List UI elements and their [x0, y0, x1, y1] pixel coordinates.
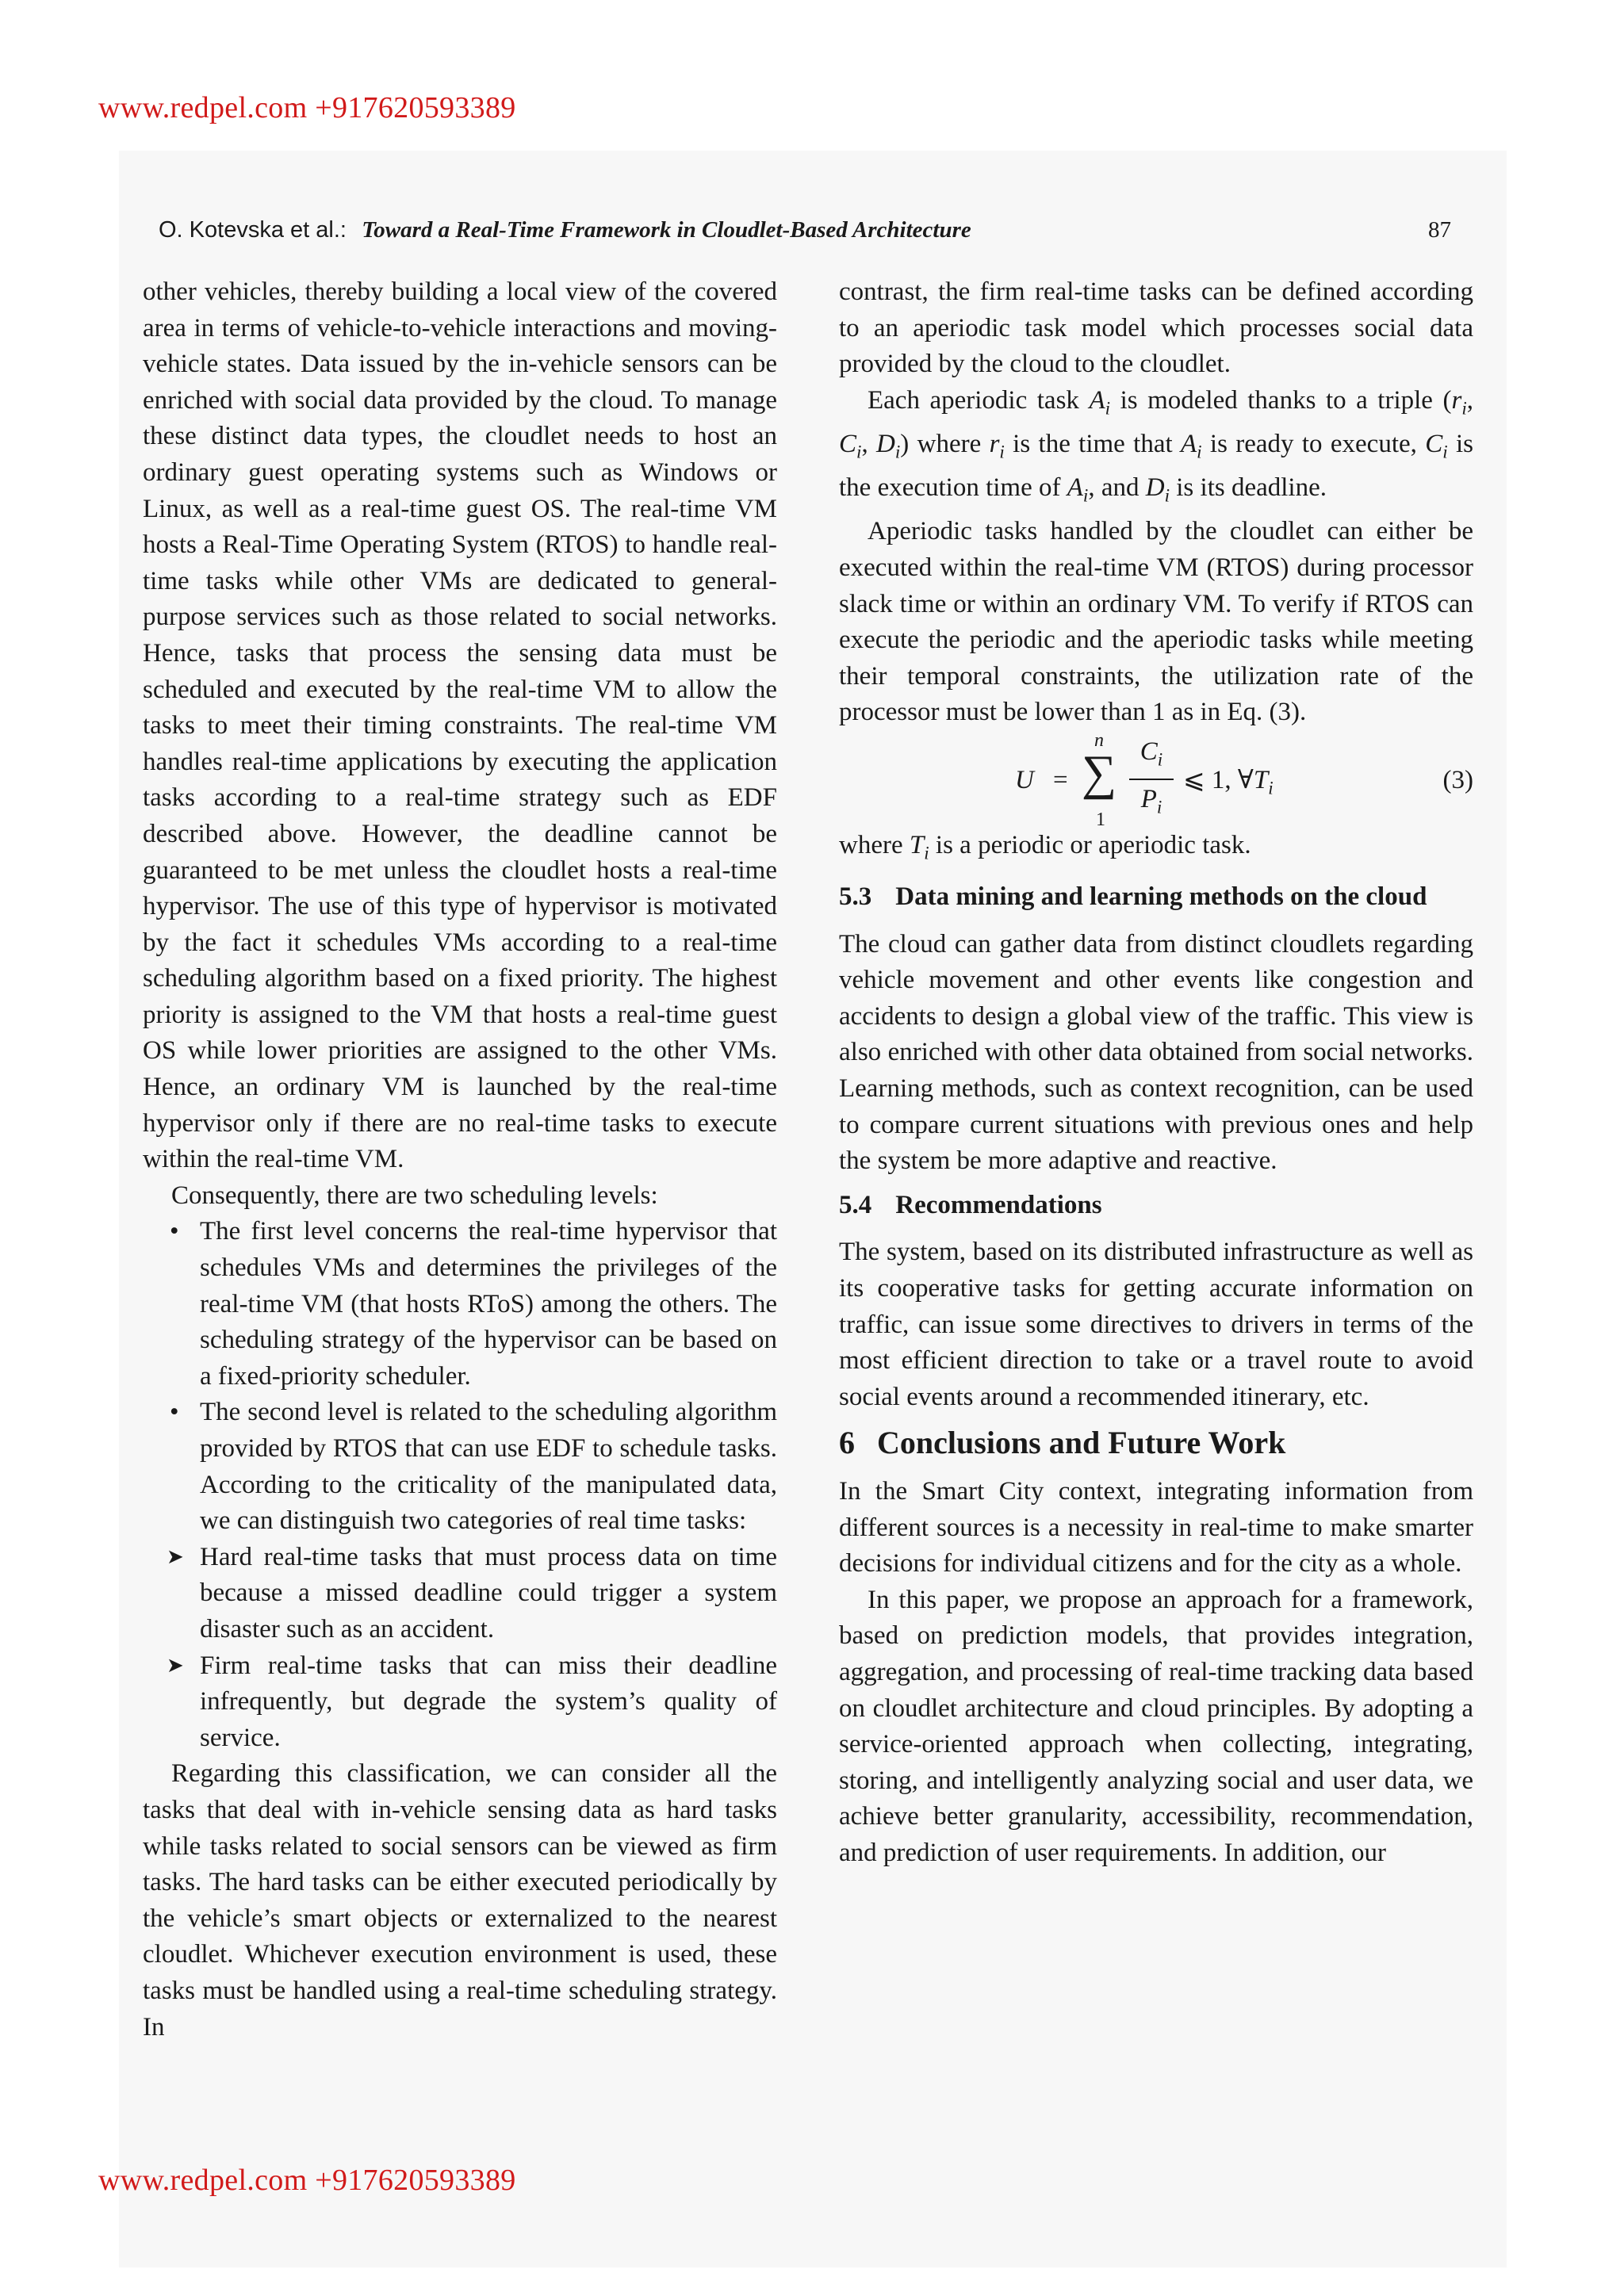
paragraph-aperiodic-task: Each aperiodic task $A_i$ is modeled thanks to a triple ($r_i$, $C_i$, $D_i$) where $r_i$ is the time that $A_i$ is ready to execute, $C_i$ is the execution time of $A_i$, and $D_i$ is its deadline.	[839, 385, 1474, 506]
watermark-bottom[interactable]: www.redpel.com +917620593389	[98, 2164, 516, 2197]
paragraph: In this paper, we propose an approach for a framework, based on prediction models, that provides integration, aggregation, and processing of real-time tracking data based on cloudlet architecture and cloud principles. By adopting a service-oriented approach when collecting, integrating, storing, and intelligently analyzing social and user data, we achieve better granularity, accessibility, recommendation, and prediction of user requirements. In addition, our	[839, 1585, 1473, 1867]
fraction	[1129, 734, 1174, 824]
header-authors: O. Kotevska et al.:	[159, 217, 347, 243]
sum-lower-limit: 1	[1096, 809, 1105, 830]
sum-upper-limit: n	[1094, 729, 1104, 751]
list-item-text: Hard real-time tasks that must process data on time because a missed deadline could trigger a system disaster such as an accident.	[200, 1542, 777, 1644]
paragraph: The system, based on its distributed infrastructure as well as its cooperative tasks for getting accurate information on traffic, can issue some directives to drivers in terms of the most efficient direction to take or a travel route to avoid social events around a recommended itinerary, etc.	[839, 1238, 1473, 1411]
subsection-heading-5-3: 5.3 Data mining and learning methods on the cloud	[839, 882, 1427, 912]
running-header	[159, 217, 1451, 249]
equation-3	[839, 729, 1473, 830]
paragraph: contrast, the firm real-time tasks can be defined according to an aperiodic task model which processes social data provided by the cloud to the cloudlet.	[839, 277, 1473, 379]
paragraph: In the Smart City context, integrating information from different sources is a necessity in real-time to make smarter decisions for individual citizens and for the city as a whole.	[839, 1477, 1473, 1578]
equation-equals: =	[1053, 765, 1068, 794]
list-item-text: The second level is related to the scheduling algorithm provided by RTOS that can use EDF to schedule tasks. According to the criticality of the manipulated data, we can distinguish two categories of real time tasks:	[200, 1398, 777, 1536]
right-column	[839, 274, 1473, 1872]
page-number: 87	[1428, 217, 1451, 243]
sum-symbol: ∑	[1082, 745, 1117, 800]
paragraph: Consequently, there are two scheduling levels:	[171, 1181, 658, 1210]
section-heading-6: 6 Conclusions and Future Work	[839, 1425, 1286, 1461]
watermark-top[interactable]: www.redpel.com +917620593389	[98, 91, 516, 124]
equation-condition: ⩽ 1, $\forall T_i$	[1183, 765, 1274, 798]
header-title: Toward a Real-Time Framework in Cloudlet-Based Architecture	[362, 217, 971, 243]
paragraph: Aperiodic tasks handled by the cloudlet can either be executed within the real-time VM (RTOS) during processor slack time or within an ordinary VM. To verify if RTOS can execute the periodic and the aperiodic tasks while meeting their temporal constraints, the utilization rate of the processor must be lower than 1 as in Eq. (3).	[839, 517, 1473, 727]
arrow-list	[143, 1540, 777, 1757]
paragraph: where $T_i$ is a periodic or aperiodic task.	[839, 830, 1251, 863]
equation-number: (3)	[1442, 765, 1473, 794]
list-item-text: The first level concerns the real-time hypervisor that schedules VMs and determines the privileges of the real-time VM (that hosts RToS) among the others. The scheduling strategy of the hypervisor can be based on a fixed-priority scheduler.	[200, 1217, 777, 1391]
paragraph: other vehicles, thereby building a local view of the covered area in terms of vehicle-to-vehicle interactions and moving-vehicle states. Data issued by the in-vehicle sensors can be enriched with social data provided by the cloud. To manage these distinct data types, the cloudlet needs to host an ordinary guest operating systems such as Windows or Linux, as well as a real-time guest OS. The real-time VM hosts a Real-Time Operating System (RTOS) to handle real-time tasks while other VMs are dedicated to general-purpose services such as those related to social networks. Hence, tasks that process the sensing data must be scheduled and executed by the real-time VM to allow the tasks to meet their timing constraints. The real-time VM handles real-time applications by executing the application tasks according to a real-time strategy such as EDF described above. However, the deadline cannot be guaranteed to be met unless the cloudlet hosts a real-time hypervisor. The use of this type of hypervisor is motivated by the fact it schedules VMs according to a real-time scheduling algorithm based on a fixed priority. The highest priority is assigned to the VM that hosts a real-time guest OS while lower priorities are assigned to the other VMs. Hence, an ordinary VM is launched by the real-time hypervisor only if there are no real-time tasks to execute within the real-time VM.	[143, 277, 777, 1174]
list-item	[143, 1648, 777, 1757]
bullet-list	[143, 1214, 777, 1539]
list-item	[143, 1540, 777, 1648]
list-item-text: Firm real-time tasks that can miss their deadline infrequently, but degrade the system’s quality of service.	[200, 1651, 777, 1752]
fraction-denominator: $P_i$	[1140, 784, 1162, 817]
list-item	[143, 1214, 777, 1395]
paragraph: Regarding this classification, we can consider all the tasks that deal with in-vehicle sensing data as hard tasks while tasks related to social sensors can be viewed as firm tasks. The hard tasks can be either executed periodically by the vehicle’s smart objects or externalized to the nearest cloudlet. Whichever execution environment is used, these tasks must be handled using a real-time scheduling strategy. In	[143, 1759, 777, 2042]
equation-lhs: U	[1015, 765, 1034, 794]
left-column	[143, 274, 777, 2045]
subsection-heading-5-4: 5.4 Recommendations	[839, 1190, 1102, 1219]
fraction-bar	[1129, 779, 1174, 780]
paragraph: The cloud can gather data from distinct cloudlets regarding vehicle movement and other events like congestion and accidents to design a global view of the traffic. This view is also enriched with other data obtained from social networks. Learning methods, such as context recognition, can be used to compare current situations with previous ones and help the system be more adaptive and reactive.	[839, 929, 1473, 1176]
list-item	[143, 1395, 777, 1539]
fraction-numerator: $C_i$	[1139, 737, 1163, 770]
